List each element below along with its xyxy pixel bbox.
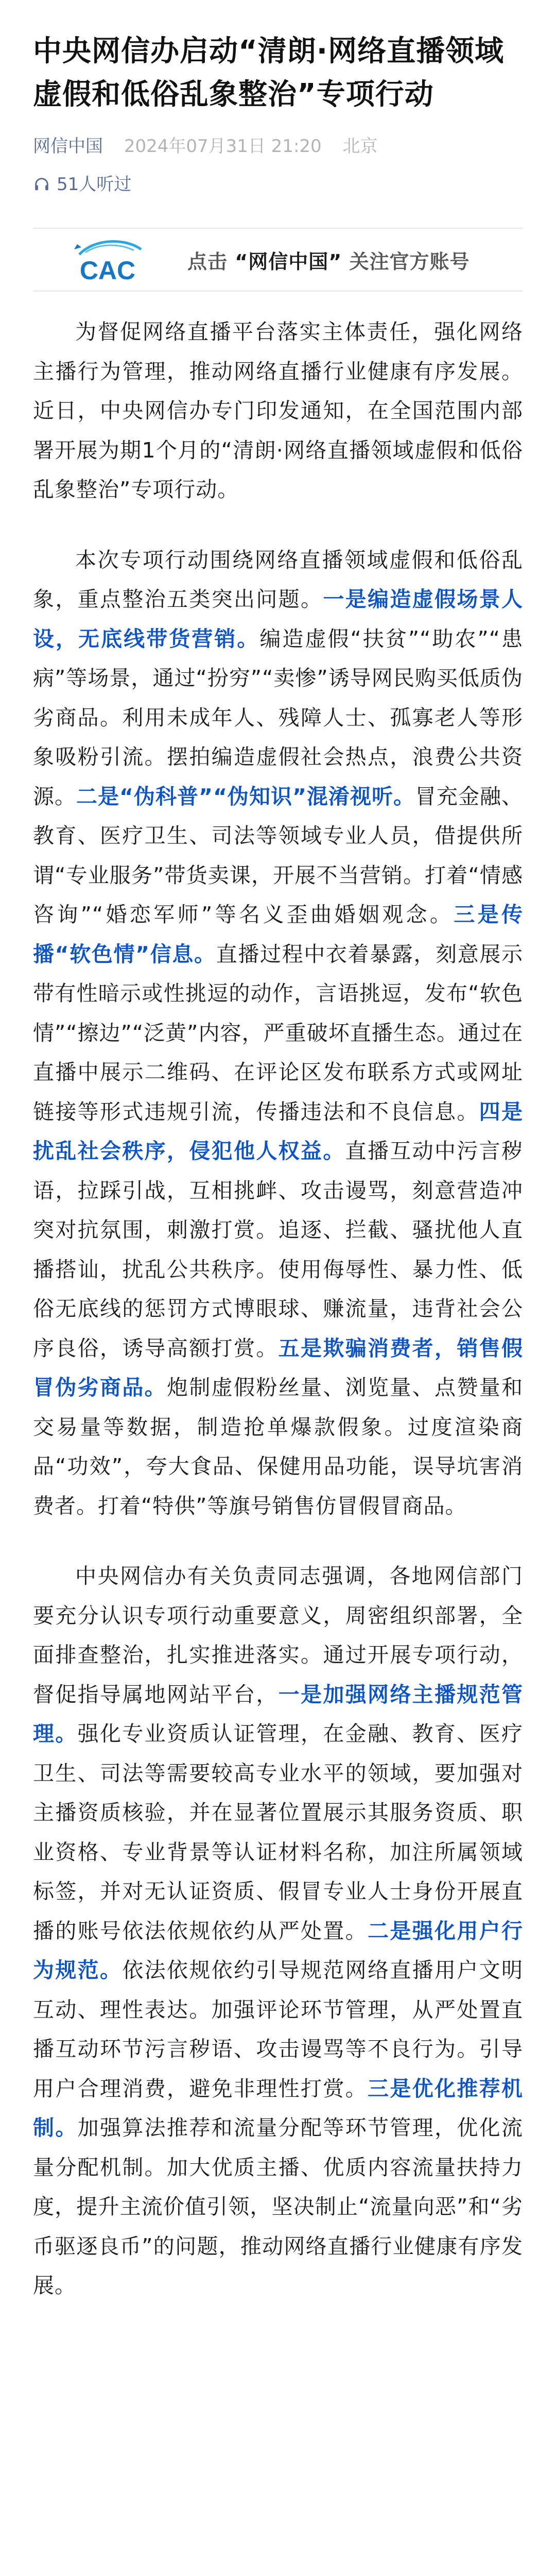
paragraph-3	[33, 1556, 523, 2306]
follow-suffix: 关注官方账号	[349, 250, 470, 273]
paragraph-text: 强化专业资质认证管理，在金融、教育、医疗卫生、司法等需要较高专业水平的领域，要加强对主播资质核验，并在显著位置展示其服务资质、职业资格、专业背景等认证材料名称，加注所属领域标签，并对无认证资质、假冒专业人士身份开展直播的账号依法依规依约从严处置。	[33, 1721, 524, 1943]
publish-location: 北京	[342, 136, 378, 157]
paragraph-2	[33, 540, 523, 1526]
account-name-link[interactable]: 网信中国	[33, 136, 103, 157]
paragraph-text: 加强算法推荐和流量分配等环节管理，优化流量分配机制。加大优质主播、优质内容流量扶持力度，提升主流价值引领，坚决制止“流量向恶”和“劣币驱逐良币”的问题，推动网络直播行业健康有序发展。	[33, 2115, 524, 2298]
listen-count-button[interactable]	[33, 172, 556, 197]
highlight-point-4: 四是扰乱社会秩序，侵犯他人权益。	[33, 1099, 524, 1163]
paragraph-text: 冒充金融、教育、医疗卫生、司法等领域专业人员，借提供所谓“专业服务”带货卖课，开展不当营销。打着“情感咨询”“婚恋军师”等名义歪曲婚姻观念。	[33, 784, 524, 927]
article-title: 中央网信办启动“清朗·网络直播领域虚假和低俗乱象整治”专项行动	[33, 35, 505, 111]
follow-account-card[interactable]	[33, 228, 523, 292]
paragraph-text: 为督促网络直播平台落实主体责任，强化网络主播行为管理，推动网络直播行业健康有序发展。近日，中央网信办专门印发通知，在全国范围内部署开展为期1个月的“清朗·网络直播领域虚假和低俗乱象整治”专项行动。	[33, 319, 523, 502]
publish-time: 2024年07月31日 21:20	[124, 136, 322, 157]
highlight-measure-2: 二是强化用户行为规范。	[33, 1918, 523, 1982]
follow-prompt	[187, 246, 470, 274]
paragraph-text: 中央网信办有关负责同志强调，各地网信部门要充分认识专项行动重要意义，周密组织部署，全面排查整治，扎实推进落实。通过开展专项行动，督促指导属地网站平台，	[33, 1564, 523, 1707]
paragraph-text: 直播过程中衣着暴露，刻意展示带有性暗示或性挑逗的动作，言语挑逗，发布“软色情”“擦边”“泛黄”内容，严重破坏直播生态。通过在直播中展示二维码、在评论区发布联系方式或网址链接等形式违规引流，传播违法和不良信息。	[33, 941, 523, 1124]
article-meta	[0, 134, 556, 159]
follow-prefix: 点击	[187, 250, 228, 273]
paragraph-text: 依法依规依约引导规范网络直播用户文明互动、理性表达。加强评论环节管理，从严处置直播互动环节污言秽语、攻击谩骂等不良行为。引导用户合理消费，避免非理性打赏。	[33, 1958, 524, 2101]
paragraph-text: 直播互动中污言秽语，拉踩引战，互相挑衅、攻击谩骂，刻意营造冲突对抗氛围，刺激打赏。追逐、拦截、骚扰他人直播搭讪，扰乱公共秩序。使用侮辱性、暴力性、低俗无底线的惩罚方式博眼球、赚流量，违背社会公序良俗，诱导高额打赏。	[33, 1139, 524, 1361]
cac-logo-text: CAC	[79, 256, 136, 285]
follow-account-name: “网信中国”	[235, 250, 342, 273]
listen-count: 51人听过	[57, 174, 132, 195]
headphone-icon	[33, 176, 50, 193]
cac-logo-icon	[59, 234, 157, 285]
paragraph-text: 炮制虚假粉丝量、浏览量、点赞量和交易量等数据，制造抢单爆款假象。过度渲染商品“功效”，夸大食品、保健用品功能，误导坑害消费者。打着“特供”等旗号销售仿冒假冒商品。	[33, 1375, 523, 1518]
paragraph-text: 本次专项行动围绕网络直播领域虚假和低俗乱象，重点整治五类突出问题。	[33, 547, 523, 612]
highlight-measure-3: 三是优化推荐机制。	[33, 2076, 523, 2140]
highlight-point-1: 一是编造虚假场景人设，无底线带货营销。	[33, 587, 524, 651]
highlight-point-2: 二是“伪科普”“伪知识”混淆视听。	[76, 784, 415, 809]
paragraph-text: 编造虚假“扶贫”“助农”“患病”等场景，通过“扮穷”“卖惨”诱导网民购买低质伪劣商品。利用未成年人、残障人士、孤寡老人等形象吸粉引流。摆拍编造虚假社会热点，浪费公共资源。	[33, 626, 524, 809]
highlight-measure-1: 一是加强网络主播规范管理。	[33, 1682, 524, 1746]
paragraph-1	[33, 312, 523, 510]
highlight-point-3: 三是传播“软色情”信息。	[33, 902, 523, 967]
highlight-point-5: 五是欺骗消费者，销售假冒伪劣商品。	[33, 1335, 524, 1400]
article-body	[0, 292, 556, 2306]
